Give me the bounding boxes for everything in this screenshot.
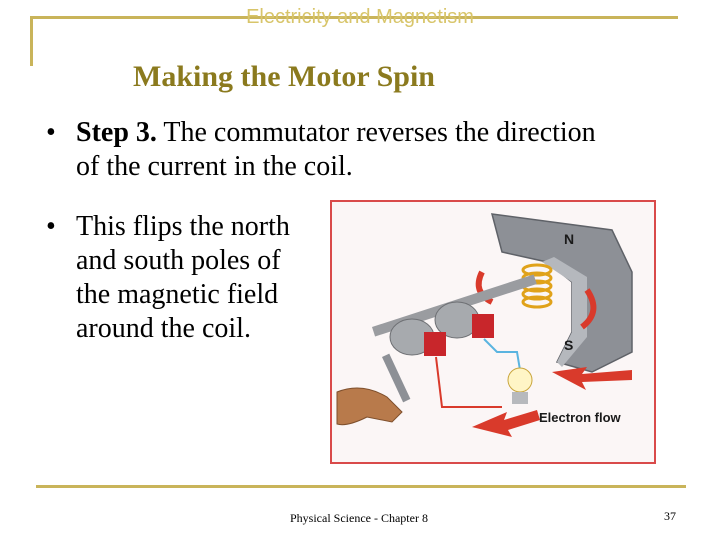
electron-flow-label: Electron flow xyxy=(539,410,621,425)
light-bulb xyxy=(508,368,532,392)
crank-handle xyxy=(382,354,410,403)
slide-title: Making the Motor Spin xyxy=(133,60,435,93)
brush-right xyxy=(472,314,494,338)
footer-chapter: Physical Science - Chapter 8 xyxy=(290,511,428,525)
bullet-poles-flip xyxy=(46,210,316,346)
magnet-body xyxy=(492,214,632,372)
electron-flow-arrow-left xyxy=(472,410,540,437)
bullet-poles-text: This flips the north and south poles of the magnetic field around the coil. xyxy=(76,211,290,344)
bullet-step-label: Step 3. xyxy=(76,117,157,148)
bullet-step-3 xyxy=(46,116,596,184)
bulb-base xyxy=(512,392,528,404)
section-header: Electricity and Magnetism xyxy=(246,6,474,28)
bullet-marker: • xyxy=(46,211,56,242)
south-label: S xyxy=(564,337,574,353)
bullet-marker: • xyxy=(46,117,56,148)
wire-red xyxy=(436,357,502,407)
hand xyxy=(337,388,402,425)
brush-left xyxy=(424,332,446,356)
north-label: N xyxy=(564,231,575,247)
bullet-step-text: The commutator reverses the direction of the current in the coil. xyxy=(76,117,596,182)
motor-diagram xyxy=(330,200,656,464)
motor-illustration xyxy=(332,202,654,462)
page-number: 37 xyxy=(664,509,676,523)
footer-rule xyxy=(36,485,686,488)
